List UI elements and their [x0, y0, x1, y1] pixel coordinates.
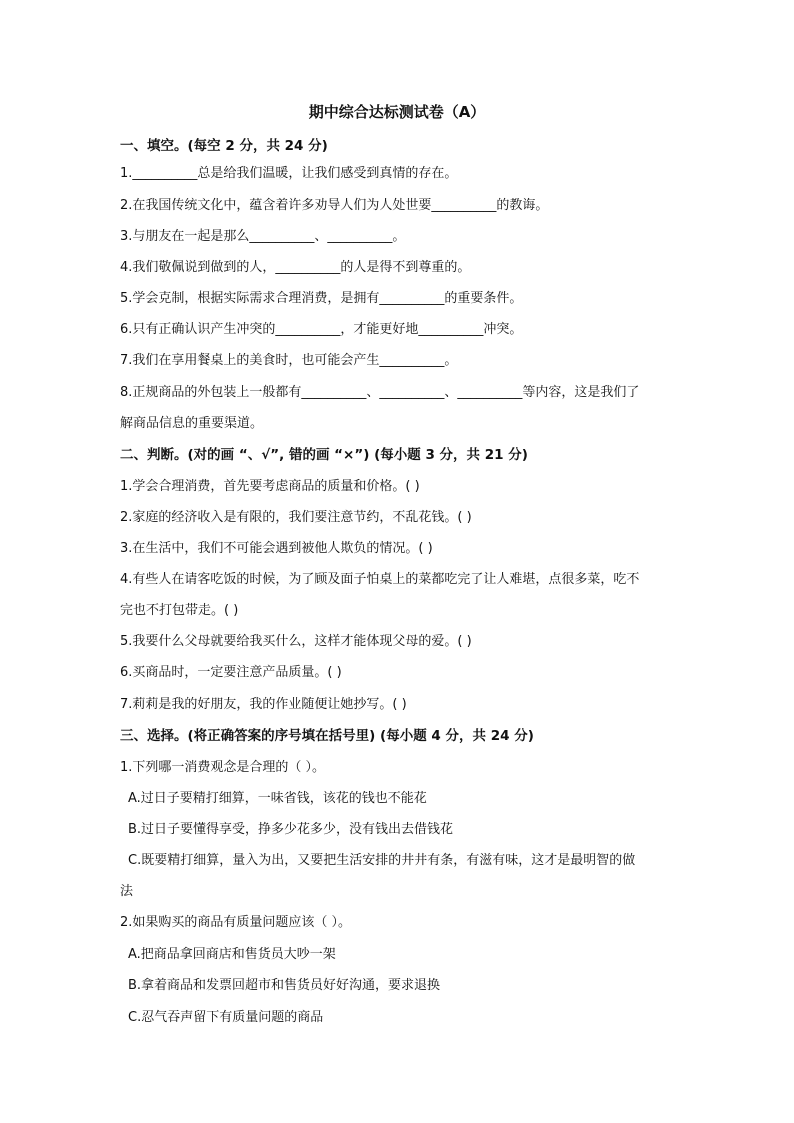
question-line: 6.只有正确认识产生冲突的__________，才能更好地__________冲突。	[120, 322, 523, 337]
section-heading-fill-blank: 一、填空。(每空 2 分，共 24 分)	[120, 138, 328, 154]
question-line: 6.买商品时，一定要注意产品质量。( )	[120, 665, 342, 680]
question-line: 8.正规商品的外包装上一般都有__________、__________、__________等内容，这是我们了	[120, 385, 640, 400]
question-line: 2.家庭的经济收入是有限的，我们要注意节约，不乱花钱。( )	[120, 510, 472, 525]
answer-option: C.既要精打细算，量入为出，又要把生活安排的井井有条，有滋有味，这才是最明智的做	[128, 853, 636, 868]
question-line: 7.莉莉是我的好朋友，我的作业随便让她抄写。( )	[120, 697, 407, 712]
question-line-continued: 解商品信息的重要渠道。	[120, 416, 264, 431]
question-line: 3.与朋友在一起是那么__________、__________。	[120, 229, 406, 244]
question-line: 1.下列哪一消费观念是合理的（ ）。	[120, 760, 326, 775]
section-heading-true-false: 二、判断。(对的画 “、√”, 错的画 “×”) (每小题 3 分，共 21 分)	[120, 447, 528, 463]
answer-option: B.过日子要懂得享受，挣多少花多少，没有钱出去借钱花	[128, 822, 454, 837]
question-line: 7.我们在享用餐桌上的美食时，也可能会产生__________。	[120, 353, 458, 368]
answer-option-continued: 法	[120, 884, 134, 899]
question-line: 3.在生活中，我们不可能会遇到被他人欺负的情况。( )	[120, 541, 433, 556]
question-line: 4.有些人在请客吃饭的时候，为了顾及面子怕桌上的菜都吃完了让人难堪，点很多菜，吃不	[120, 572, 640, 587]
answer-option: A.过日子要精打细算，一味省钱，该花的钱也不能花	[128, 791, 427, 806]
question-line: 2.如果购买的商品有质量问题应该（ ）。	[120, 915, 352, 930]
question-line: 5.我要什么父母就要给我买什么，这样才能体现父母的爱。( )	[120, 634, 472, 649]
question-line: 1.__________总是给我们温暖，让我们感受到真情的存在。	[120, 166, 458, 181]
answer-option: C.忍气吞声留下有质量问题的商品	[128, 1010, 324, 1025]
answer-option: B.拿着商品和发票回超市和售货员好好沟通，要求退换	[128, 978, 441, 993]
question-line: 1.学会合理消费，首先要考虑商品的质量和价格。( )	[120, 479, 420, 494]
question-line: 4.我们敬佩说到做到的人，__________的人是得不到尊重的。	[120, 260, 471, 275]
exam-title: 期中综合达标测试卷（A）	[308, 103, 486, 121]
question-line: 5.学会克制，根据实际需求合理消费，是拥有__________的重要条件。	[120, 291, 523, 306]
question-line: 2.在我国传统文化中，蕴含着许多劝导人们为人处世要__________的教诲。	[120, 198, 549, 213]
section-heading-multiple-choice: 三、选择。(将正确答案的序号填在括号里) (每小题 4 分，共 24 分)	[120, 728, 534, 744]
question-line-continued: 完也不打包带走。( )	[120, 603, 239, 618]
answer-option: A.把商品拿回商店和售货员大吵一架	[128, 947, 336, 962]
